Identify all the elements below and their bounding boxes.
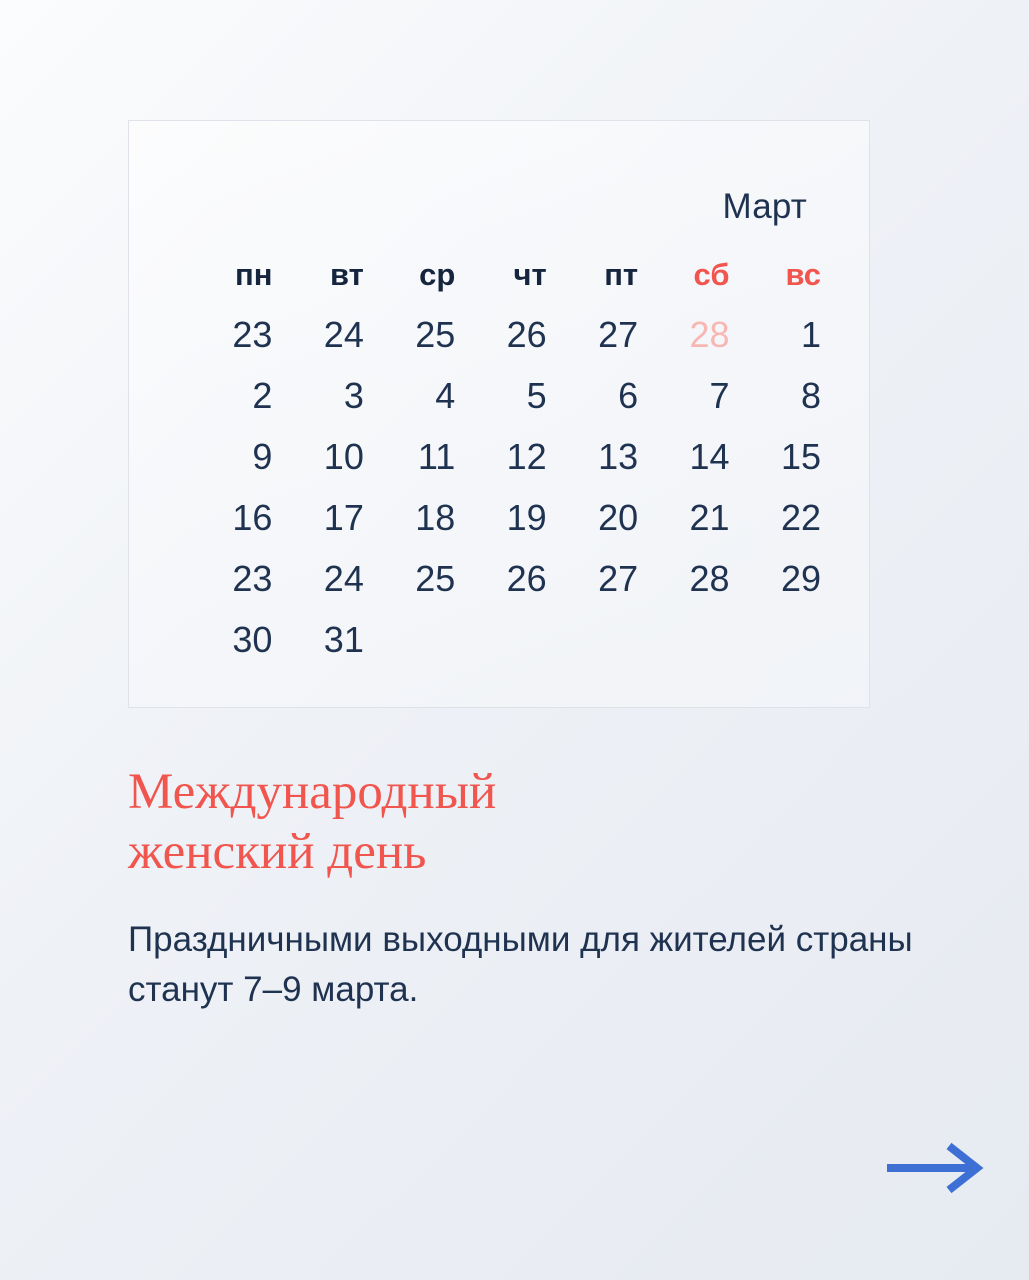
calendar-day-cell[interactable]: 24 <box>323 557 364 599</box>
calendar-day-cell[interactable]: 29 <box>780 557 821 599</box>
calendar-day-cell[interactable]: 19 <box>506 496 547 538</box>
calendar-day-cell[interactable]: 26 <box>506 557 547 599</box>
calendar-week-row <box>181 365 821 426</box>
calendar-empty-cell <box>547 609 638 670</box>
calendar-day-cell[interactable]: 18 <box>415 496 456 538</box>
subtitle-text: Праздничными выходными для жителей страны станут 7–9 марта. <box>128 920 913 1009</box>
calendar-day-cell[interactable]: 27 <box>598 313 639 355</box>
calendar-day-cell[interactable]: 31 <box>323 618 364 660</box>
calendar-day-cell[interactable]: 26 <box>506 313 547 355</box>
calendar-day-cell[interactable]: 15 <box>780 435 821 477</box>
calendar-day-cell[interactable]: 13 <box>598 435 639 477</box>
calendar-week-row <box>181 548 821 609</box>
calendar-day-cell[interactable]: 1 <box>800 313 821 355</box>
calendar-weekday-сб: сб <box>693 257 730 292</box>
calendar-day-cell[interactable]: 9 <box>252 435 273 477</box>
calendar-day-cell[interactable]: 28 <box>689 313 730 355</box>
calendar-day-cell[interactable]: 10 <box>323 435 364 477</box>
next-slide-button[interactable] <box>883 1138 987 1198</box>
calendar-day-cell[interactable]: 4 <box>435 374 456 416</box>
calendar-day-cell[interactable]: 22 <box>780 496 821 538</box>
calendar-empty-cell <box>364 609 455 670</box>
calendar-weekday-вс: вс <box>785 257 821 292</box>
calendar-day-cell[interactable]: 7 <box>709 374 730 416</box>
calendar-day-cell[interactable]: 27 <box>598 557 639 599</box>
calendar-week-row <box>181 426 821 487</box>
headline-line-2: женский день <box>128 824 427 881</box>
calendar-empty-cell <box>730 609 821 670</box>
calendar-day-cell[interactable]: 11 <box>417 435 456 477</box>
calendar-day-cell[interactable]: 25 <box>415 557 456 599</box>
calendar-day-cell[interactable]: 14 <box>689 435 730 477</box>
calendar-day-cell[interactable]: 20 <box>598 496 639 538</box>
calendar-day-cell[interactable]: 30 <box>232 618 273 660</box>
calendar-day-cell[interactable]: 17 <box>323 496 364 538</box>
calendar-weekday-вт: вт <box>330 257 364 292</box>
headline-line-1: Международный <box>128 764 497 820</box>
calendar-day-cell[interactable]: 23 <box>232 313 273 355</box>
calendar-day-cell[interactable]: 16 <box>232 496 273 538</box>
calendar-body <box>181 304 821 670</box>
calendar-card <box>128 120 870 708</box>
arrow-right-icon <box>883 1138 987 1198</box>
calendar-day-cell[interactable]: 8 <box>800 374 821 416</box>
calendar-empty-cell <box>455 609 546 670</box>
calendar-day-cell[interactable]: 2 <box>252 374 273 416</box>
calendar-day-cell[interactable]: 12 <box>506 435 547 477</box>
calendar-month-label: Март <box>722 187 807 226</box>
page-title <box>128 762 828 882</box>
calendar-week-row <box>181 304 821 365</box>
calendar-day-cell[interactable]: 3 <box>343 374 364 416</box>
calendar-day-cell[interactable]: 6 <box>618 374 639 416</box>
calendar-day-cell[interactable]: 21 <box>689 496 730 538</box>
calendar-day-cell[interactable]: 23 <box>232 557 273 599</box>
calendar-day-cell[interactable]: 28 <box>689 557 730 599</box>
calendar-weekday-row <box>181 246 821 304</box>
calendar-weekday-пн: пн <box>234 257 273 292</box>
calendar-day-cell[interactable]: 25 <box>415 313 456 355</box>
calendar-empty-cell <box>638 609 729 670</box>
calendar-week-row <box>181 487 821 548</box>
calendar-day-cell[interactable]: 24 <box>323 313 364 355</box>
calendar-weekday-пт: пт <box>604 257 639 292</box>
calendar-week-row <box>181 609 821 670</box>
calendar-day-cell[interactable]: 5 <box>526 374 547 416</box>
calendar-grid <box>181 246 821 670</box>
calendar-weekday-чт: чт <box>513 257 547 292</box>
calendar-weekday-ср: ср <box>419 257 456 292</box>
